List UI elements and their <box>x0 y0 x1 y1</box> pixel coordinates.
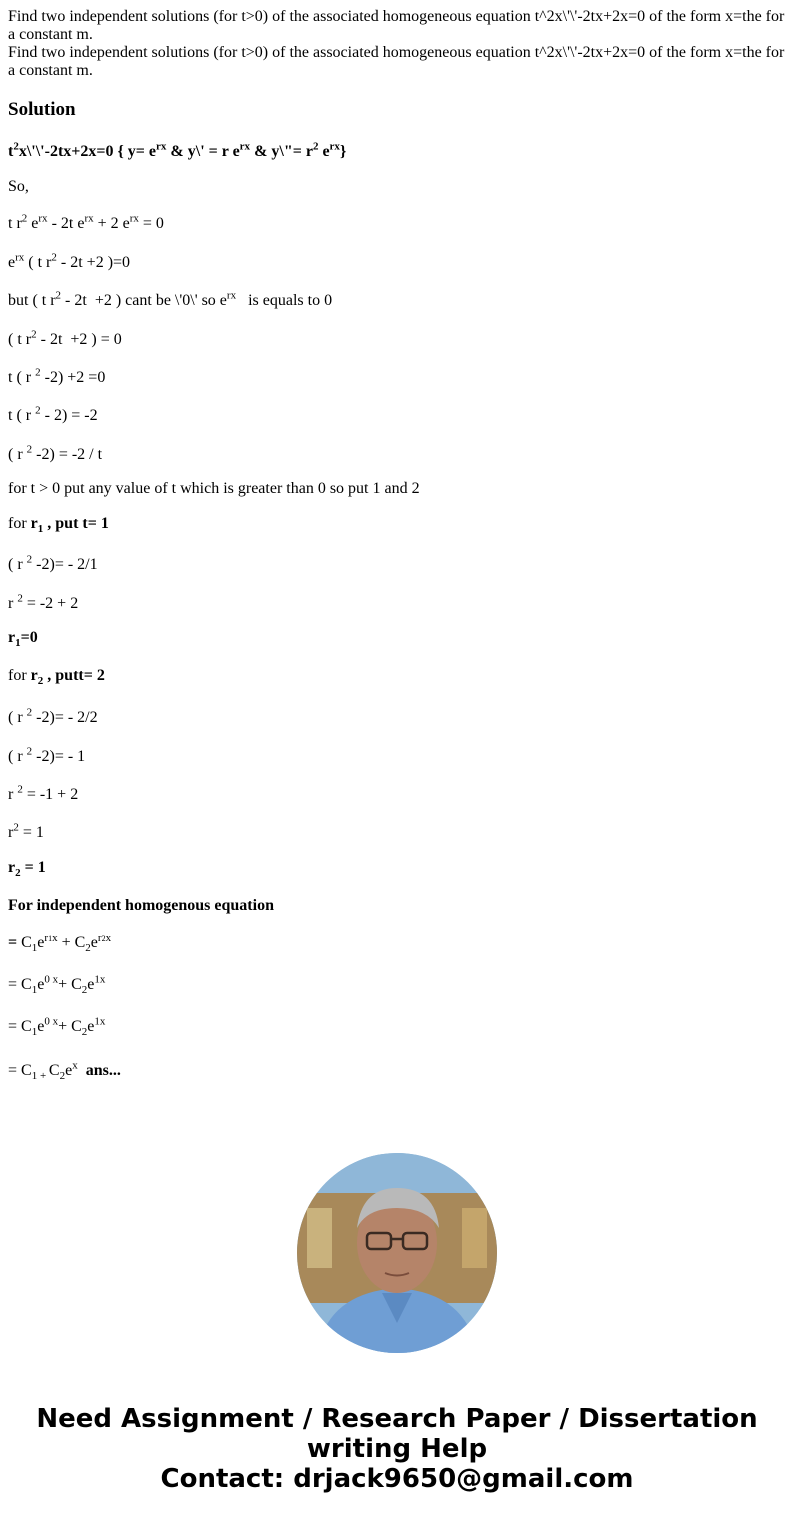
solution-heading: Solution <box>8 99 76 120</box>
for-r2-heading: for $r_2$ , putt= 2 <box>8 667 105 688</box>
tutor-photo <box>297 1153 497 1353</box>
r2-step-4: $r^2 = 1$ <box>8 821 44 841</box>
so-text: So, <box>8 178 29 195</box>
general-solution-3: = $C_1e^{0 x}+ C_2e^{1x}$ <box>8 1015 106 1039</box>
r1-result: $r_1=0$ <box>8 629 38 650</box>
step-3: but ( t $r^2 - 2t +2$ ) cant be \'0\' so $e^{rx}$ is equals to 0 <box>8 289 333 309</box>
r2-result: $r_2 = 1$ <box>8 859 46 880</box>
for-r1-heading: for $r_1$ , put t= 1 <box>8 515 109 536</box>
footer-line-1: Need Assignment / Research Paper / Dissertation <box>36 1404 758 1434</box>
question-text: Find two independent solutions (for t>0) of the associated homogeneous equation t^2x\'\'-2tx+2x=0 of the form x=the for a constant m. <box>8 8 785 43</box>
footer-banner <box>0 1404 794 1494</box>
general-solution-2: = $C_1e^{0 x}+ C_2e^{1x}$ <box>8 973 106 997</box>
tutor-photo-icon <box>297 1153 497 1353</box>
r1-step-1: ( r $^2$ -2)= - 2/1 <box>8 553 98 573</box>
r1-step-2: r $^2$ = -2 + 2 <box>8 592 79 612</box>
step-7: ( r $^2$ -2) = -2 / t <box>8 443 103 463</box>
r2-step-3: r $^2$ = -1 + 2 <box>8 783 79 803</box>
equation-setup: $t^2x\backslash'\backslash'-2tx+2x=0$ { $y= e^{rx}$ & y\' = r $e^{rx}$ & y\"= $r^2$ $e^{rx}$} <box>8 140 347 160</box>
question-text-repeat: Find two independent solutions (for t>0) of the associated homogeneous equation t^2x\'\'-2tx+2x=0 of the form x=the for a constant m. <box>8 44 785 79</box>
step-6: t ( r $^2$ - 2) = -2 <box>8 404 98 424</box>
r2-step-2: ( r $^2$ -2)= - 1 <box>8 745 86 765</box>
step-2: $e^{rx}$ ( t $r^2 - 2t +2$ )=0 <box>8 251 131 271</box>
step-4: ( t $r^2 - 2t +2$ ) = 0 <box>8 328 122 348</box>
r2-step-1: ( r $^2$ -2)= - 2/2 <box>8 706 98 726</box>
for-t-text: for t > 0 put any value of t which is greater than 0 so put 1 and 2 <box>8 480 420 497</box>
footer-line-2: writing Help <box>306 1434 488 1464</box>
general-solution-1: = $C_1e^{r1x} + C_2e^{r2x}$ <box>8 931 112 955</box>
footer-contact: Contact: drjack9650@gmail.com <box>160 1464 634 1494</box>
step-5: t ( r $^2$ -2) +2 =0 <box>8 366 106 386</box>
final-answer: = $C_{1 +}$ $C_2e^x$ ans... <box>8 1059 121 1083</box>
step-1: t $r^2$ $e^{rx} - 2t$ $e^{rx} + 2$ $e^{rx} = 0$ <box>8 212 164 232</box>
independent-heading: For independent homogenous equation <box>8 897 274 914</box>
